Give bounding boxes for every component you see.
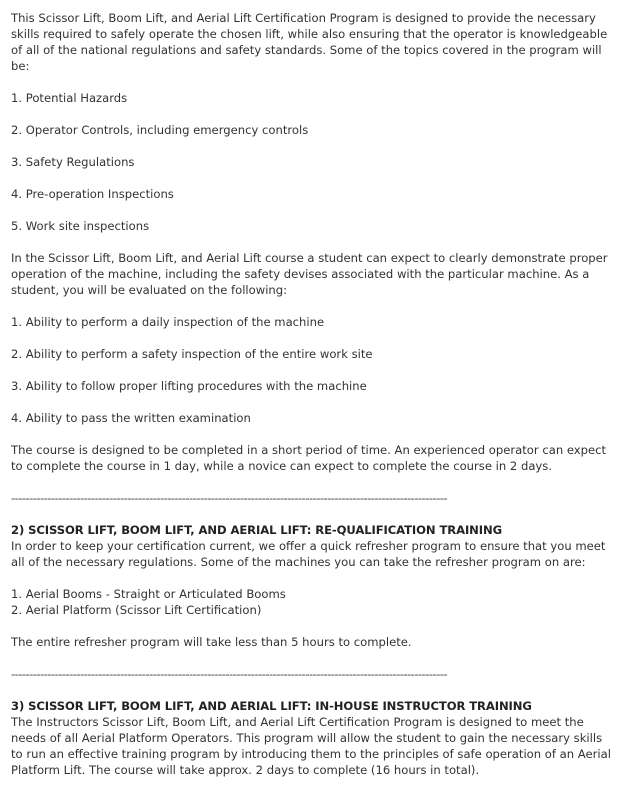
instructor-training-heading: 3) SCISSOR LIFT, BOOM LIFT, AND AERIAL LIFT: IN-HOUSE INSTRUCTOR TRAINING xyxy=(11,699,532,713)
list-item: 3. Ability to follow proper lifting procedures with the machine xyxy=(11,379,367,393)
machines-list xyxy=(11,586,611,618)
topics-list xyxy=(11,90,611,234)
list-item: 2. Operator Controls, including emergency controls xyxy=(11,123,309,137)
document-body xyxy=(11,10,611,794)
course-duration-paragraph: The course is designed to be completed in a short period of time. An experienced operator can expect to complete the course in 1 day, while a novice can expect to complete the course in 2 days. xyxy=(11,443,607,473)
list-item: 4. Ability to pass the written examination xyxy=(11,411,251,425)
list-item: 4. Pre-operation Inspections xyxy=(11,187,174,201)
list-item: 1. Ability to perform a daily inspection of the machine xyxy=(11,315,325,329)
list-item: 1. Potential Hazards xyxy=(11,91,128,105)
demonstrate-paragraph: In the Scissor Lift, Boom Lift, and Aerial Lift course a student can expect to clearly demonstrate proper operation of the machine, including the safety devises associated with the particular machine. As a student, you will be evaluated on the following: xyxy=(11,251,608,297)
section-divider: ------------------------------------------------------------------------------------------------------------------------ xyxy=(11,491,448,505)
section-divider: ------------------------------------------------------------------------------------------------------------------------ xyxy=(11,667,448,681)
requalification-heading: 2) SCISSOR LIFT, BOOM LIFT, AND AERIAL LIFT: RE-QUALIFICATION TRAINING xyxy=(11,523,502,537)
list-item: 2. Ability to perform a safety inspection of the entire work site xyxy=(11,347,373,361)
program-intro: This Scissor Lift, Boom Lift, and Aerial Lift Certification Program is designed to provide the necessary skills required to safely operate the chosen lift, while also ensuring that the operator is knowledgeable of all of the national regulations and safety standards. Some of the topics covered in the program will be: xyxy=(11,11,608,73)
list-item: 5. Work site inspections xyxy=(11,219,150,233)
instructor-training-paragraph: The Instructors Scissor Lift, Boom Lift, and Aerial Lift Certification Program is designed to meet the needs of all Aerial Platform Operators. This program will allow the student to gain the necessary skills to run an effective training program by introducing them to the principles of safe operation of an Aerial Platform Lift. The course will take approx. 2 days to complete (16 hours in total). xyxy=(11,715,611,777)
list-item: 3. Safety Regulations xyxy=(11,155,135,169)
list-item: 2. Aerial Platform (Scissor Lift Certification) xyxy=(11,603,262,617)
requalification-intro: In order to keep your certification current, we offer a quick refresher program to ensure that you meet all of the necessary regulations. Some of the machines you can take the refresher program on are: xyxy=(11,539,606,569)
refresher-duration-paragraph: The entire refresher program will take less than 5 hours to complete. xyxy=(11,635,412,649)
evaluation-list xyxy=(11,314,611,426)
list-item: 1. Aerial Booms - Straight or Articulated Booms xyxy=(11,587,286,601)
